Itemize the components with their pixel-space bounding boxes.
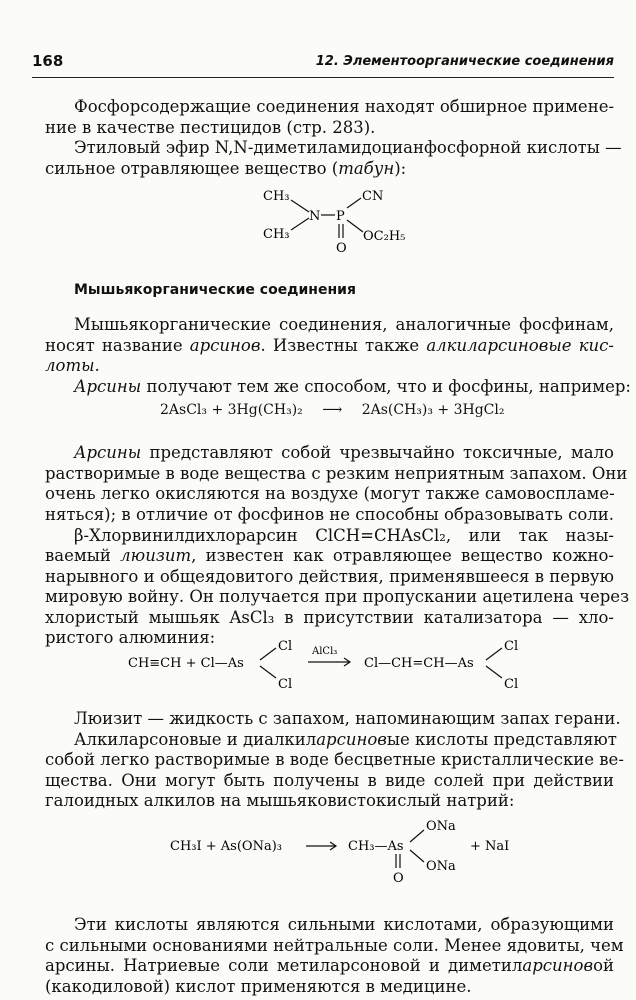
eq2-left: CH≡CH + Cl—As [128, 656, 244, 671]
bond-line [486, 648, 502, 660]
ch3-bottom: CH₃ [263, 227, 290, 242]
text-line: Алкиларсоновые и диалкиларсиновые кислоты представляют [74, 730, 617, 749]
text-line: мировую войну. Он получается при пропускании ацетилена через [45, 587, 630, 606]
bond-line [410, 830, 424, 842]
eq3-ona-top: ONa [426, 819, 456, 834]
text-line: лоты. [45, 356, 100, 375]
text-line: растворимые в воде вещества с резким неприятным запахом. Они [45, 464, 628, 483]
eq2-cl-bottom: Cl [278, 677, 293, 692]
equation-2 [128, 634, 548, 692]
text-line: β-Хлорвинилдихлорарсин ClCH=CHAsCl₂, или так назы- [74, 526, 614, 545]
text-line: ние в качестве пестицидов (стр. 283). [45, 118, 376, 137]
text-line: с сильными основаниями нейтральные соли. Менее ядовиты, чем [45, 936, 624, 955]
text-line: хлористый мышьяк AsCl₃ в присутствии катализатора — хло- [45, 608, 614, 627]
text-line: сильное отравляющее вещество (табун): [45, 159, 407, 178]
text-line: Мышьякорганические соединения, аналогичные фосфинам, [74, 315, 614, 334]
ch3-top: CH₃ [263, 189, 290, 204]
text-line: арсины. Натриевые соли метиларсоновой и диметиларсиновой [45, 956, 614, 975]
section-heading: Мышьякорганические соединения [74, 282, 356, 298]
atom-p: P [336, 209, 345, 224]
text-line: (какодиловой) кислот применяются в медицине. [45, 977, 472, 996]
page-header [32, 52, 614, 74]
eq2-cl-top-r: Cl [504, 639, 519, 654]
text-line: ваемый люизит, известен как отравляющее вещество кожно- [45, 546, 614, 565]
bond-line [291, 218, 309, 230]
equation-3 [170, 812, 530, 884]
text-line: Этиловый эфир N,N-диметиламидоцианфосфорной кислоты — [74, 138, 622, 157]
eq2-cl-bottom-r: Cl [504, 677, 519, 692]
bond-line [260, 648, 276, 660]
eq3-right: CH₃—As [348, 839, 404, 854]
text-line: ристого алюминия: [45, 628, 216, 647]
text-line: носят название арсинов. Известны также алкиларсиновые кис- [45, 336, 614, 355]
bond-line [347, 220, 363, 232]
page-number: 168 [32, 52, 64, 70]
eq2-cl-top: Cl [278, 639, 293, 654]
text-line: очень легко окисляются на воздухе (могут также самовоспламе- [45, 484, 615, 503]
text-line: няться); в отличие от фосфинов не способны образовывать соли. [45, 505, 614, 524]
group-oc2h5: OC₂H₅ [363, 229, 406, 244]
text-line: нарывного и общеядовитого действия, применявшееся в первую [45, 567, 614, 586]
text-line: галоидных алкилов на мышьяковистокислый натрий: [45, 791, 515, 810]
atom-o: O [336, 241, 347, 256]
bond-line [260, 666, 276, 678]
bond-line [291, 200, 309, 212]
text-line: Люизит — жидкость с запахом, напоминающим запах герани. [74, 709, 621, 728]
bond-line [410, 850, 424, 862]
tabun-structure [255, 180, 445, 260]
eq2-catalyst: AlCl₃ [312, 646, 338, 657]
text-line: Эти кислоты являются сильными кислотами, образующими [74, 915, 614, 934]
eq3-ona-bottom: ONa [426, 859, 456, 874]
text-line: Фосфорсодержащие соединения находят обширное примене- [74, 97, 615, 116]
eq3-o: O [393, 871, 404, 884]
eq1-right: 2As(CH₃)₃ + 3HgCl₂ [361, 402, 505, 418]
running-head: 12. Элементоорганические соединения [315, 54, 614, 69]
atom-n: N [309, 209, 321, 224]
eq2-right: Cl—CH=CH—As [364, 656, 474, 671]
eq3-nai: + NaI [470, 839, 510, 854]
group-cn: CN [362, 189, 384, 204]
text-line: собой легко растворимые в воде бесцветные кристаллические ве- [45, 750, 624, 769]
equation-1 [160, 402, 505, 418]
bond-line [486, 666, 502, 678]
bond-line [347, 198, 361, 208]
text-line: Арсины получают тем же способом, что и фосфины, например: [74, 377, 631, 396]
arrow-icon: ⟶ [322, 402, 343, 418]
text-line: щества. Они могут быть получены в виде солей при действии [45, 771, 614, 790]
header-rule [32, 77, 614, 78]
eq3-left: CH₃I + As(ONa)₃ [170, 839, 282, 854]
eq1-left: 2AsCl₃ + 3Hg(CH₃)₂ [160, 402, 303, 418]
text-line: Арсины представляют собой чрезвычайно токсичные, мало [74, 443, 614, 462]
